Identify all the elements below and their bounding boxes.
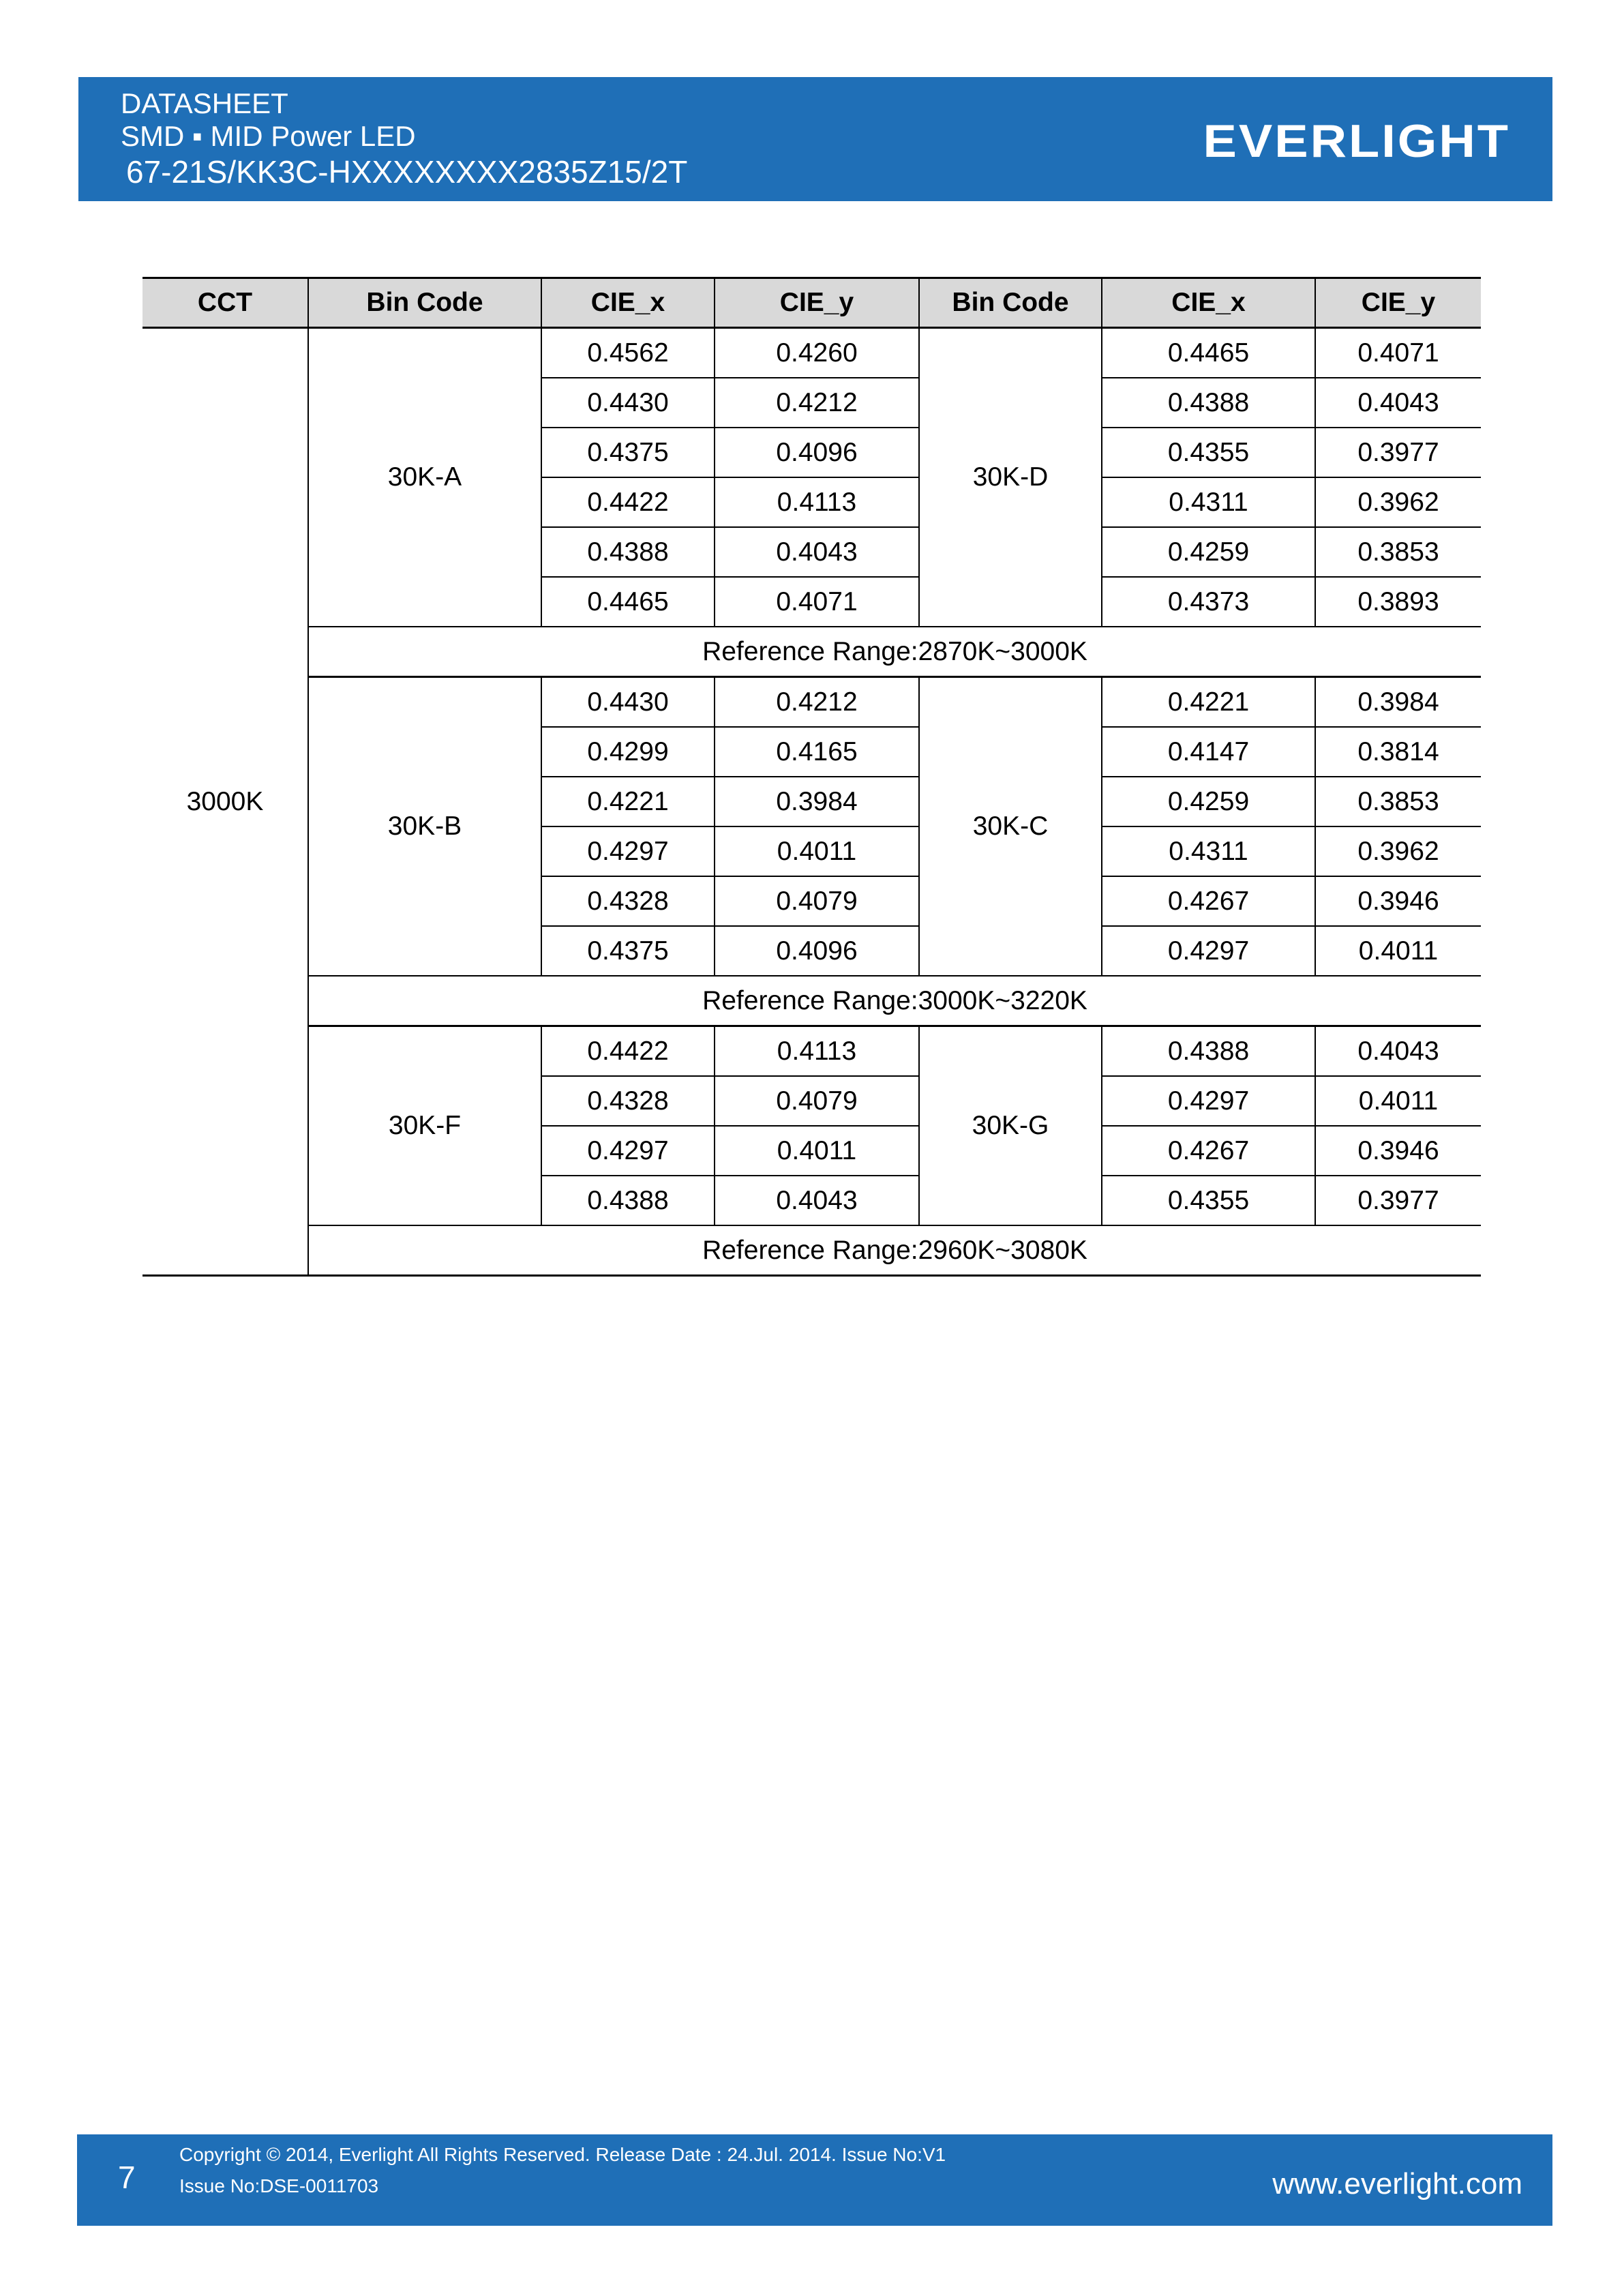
column-header: Bin Code: [308, 278, 541, 328]
cie-y-cell: 0.4212: [715, 677, 919, 728]
bin-table: [142, 277, 1481, 1277]
cie-y-cell: 0.4011: [1315, 1076, 1481, 1126]
column-header: CIE_y: [1315, 278, 1481, 328]
cie-x-cell: 0.4388: [541, 1176, 715, 1225]
reference-range: Reference Range:2960K~3080K: [308, 1225, 1481, 1276]
cie-y-cell: 0.4096: [715, 428, 919, 477]
left-bin-code: 30K-F: [308, 1026, 541, 1226]
cie-y-cell: 0.3946: [1315, 876, 1481, 926]
table-body: [142, 328, 1481, 1276]
cie-x-cell: 0.4388: [541, 527, 715, 577]
reference-range: Reference Range:3000K~3220K: [308, 976, 1481, 1026]
header-row: [142, 278, 1481, 328]
cie-y-cell: 0.4165: [715, 727, 919, 777]
cie-x-cell: 0.4430: [541, 378, 715, 428]
cie-x-cell: 0.4422: [541, 1026, 715, 1077]
cie-y-cell: 0.4011: [715, 826, 919, 876]
cie-x-cell: 0.4388: [1102, 1026, 1315, 1077]
cie-y-cell: 0.4079: [715, 1076, 919, 1126]
website-link[interactable]: www.everlight.com: [1272, 2167, 1522, 2201]
cie-y-cell: 0.4071: [715, 577, 919, 627]
cie-y-cell: 0.4079: [715, 876, 919, 926]
cie-x-cell: 0.4562: [541, 328, 715, 378]
page-footer: [77, 2134, 1552, 2226]
issue-number: Issue No:DSE-0011703: [179, 2175, 379, 2196]
column-header: CCT: [142, 278, 308, 328]
table-row: [142, 1026, 1481, 1077]
right-bin-code: 30K-G: [919, 1026, 1102, 1226]
table-row: [142, 328, 1481, 378]
column-header: Bin Code: [919, 278, 1102, 328]
copyright-text: Copyright © 2014, Everlight All Rights Reserved. Release Date : 24.Jul. 2014. Issue No:V1: [179, 2144, 946, 2165]
cie-y-cell: 0.3962: [1315, 826, 1481, 876]
cie-x-cell: 0.4328: [541, 1076, 715, 1126]
cie-x-cell: 0.4422: [541, 477, 715, 527]
cie-y-cell: 0.3853: [1315, 527, 1481, 577]
cie-x-cell: 0.4311: [1102, 477, 1315, 527]
right-bin-code: 30K-D: [919, 328, 1102, 627]
cie-x-cell: 0.4311: [1102, 826, 1315, 876]
reference-row: [142, 976, 1481, 1026]
reference-range: Reference Range:2870K~3000K: [308, 627, 1481, 677]
part-number: 67-21S/KK3C-HXXXXXXXX2835Z15/2T: [126, 154, 688, 190]
cie-y-cell: 0.4043: [715, 1176, 919, 1225]
cie-x-cell: 0.4355: [1102, 428, 1315, 477]
cie-y-cell: 0.4096: [715, 926, 919, 976]
cie-x-cell: 0.4299: [541, 727, 715, 777]
page-number: 7: [118, 2160, 136, 2195]
left-bin-code: 30K-A: [308, 328, 541, 627]
column-header: CIE_x: [541, 278, 715, 328]
cie-y-cell: 0.3814: [1315, 727, 1481, 777]
cie-y-cell: 0.3893: [1315, 577, 1481, 627]
reference-row: [142, 1225, 1481, 1276]
column-header: CIE_y: [715, 278, 919, 328]
cie-y-cell: 0.4212: [715, 378, 919, 428]
cie-x-cell: 0.4259: [1102, 777, 1315, 826]
product-category: SMD ▪ MID Power LED: [121, 120, 416, 152]
table-header: [142, 278, 1481, 328]
cie-y-cell: 0.3946: [1315, 1126, 1481, 1176]
cie-x-cell: 0.4297: [1102, 926, 1315, 976]
column-header: CIE_x: [1102, 278, 1315, 328]
right-bin-code: 30K-C: [919, 677, 1102, 976]
cie-x-cell: 0.4328: [541, 876, 715, 926]
left-bin-code: 30K-B: [308, 677, 541, 976]
cie-y-cell: 0.3853: [1315, 777, 1481, 826]
reference-row: [142, 627, 1481, 677]
cie-x-cell: 0.4430: [541, 677, 715, 728]
cie-x-cell: 0.4355: [1102, 1176, 1315, 1225]
cie-y-cell: 0.4043: [715, 527, 919, 577]
cie-y-cell: 0.4113: [715, 477, 919, 527]
cie-x-cell: 0.4147: [1102, 727, 1315, 777]
cie-x-cell: 0.4388: [1102, 378, 1315, 428]
cie-y-cell: 0.3984: [1315, 677, 1481, 728]
cie-y-cell: 0.4011: [1315, 926, 1481, 976]
doc-type: DATASHEET: [121, 87, 288, 119]
cie-y-cell: 0.3962: [1315, 477, 1481, 527]
cie-y-cell: 0.3977: [1315, 428, 1481, 477]
cct-cell: 3000K: [142, 328, 308, 1276]
cie-x-cell: 0.4221: [1102, 677, 1315, 728]
cie-x-cell: 0.4373: [1102, 577, 1315, 627]
cie-x-cell: 0.4267: [1102, 1126, 1315, 1176]
cie-x-cell: 0.4267: [1102, 876, 1315, 926]
cie-x-cell: 0.4375: [541, 926, 715, 976]
cie-x-cell: 0.4297: [1102, 1076, 1315, 1126]
cie-x-cell: 0.4297: [541, 1126, 715, 1176]
cie-y-cell: 0.3977: [1315, 1176, 1481, 1225]
cie-y-cell: 0.4071: [1315, 328, 1481, 378]
page-header: [78, 77, 1552, 201]
cie-y-cell: 0.3984: [715, 777, 919, 826]
cie-y-cell: 0.4113: [715, 1026, 919, 1077]
cie-x-cell: 0.4221: [541, 777, 715, 826]
cie-x-cell: 0.4375: [541, 428, 715, 477]
cie-y-cell: 0.4043: [1315, 378, 1481, 428]
cie-x-cell: 0.4465: [541, 577, 715, 627]
everlight-logo: EVERLIGHT: [1203, 115, 1510, 167]
cie-x-cell: 0.4465: [1102, 328, 1315, 378]
cie-y-cell: 0.4043: [1315, 1026, 1481, 1077]
cie-x-cell: 0.4297: [541, 826, 715, 876]
cie-y-cell: 0.4011: [715, 1126, 919, 1176]
table-row: [142, 677, 1481, 728]
cie-x-cell: 0.4259: [1102, 527, 1315, 577]
cie-y-cell: 0.4260: [715, 328, 919, 378]
